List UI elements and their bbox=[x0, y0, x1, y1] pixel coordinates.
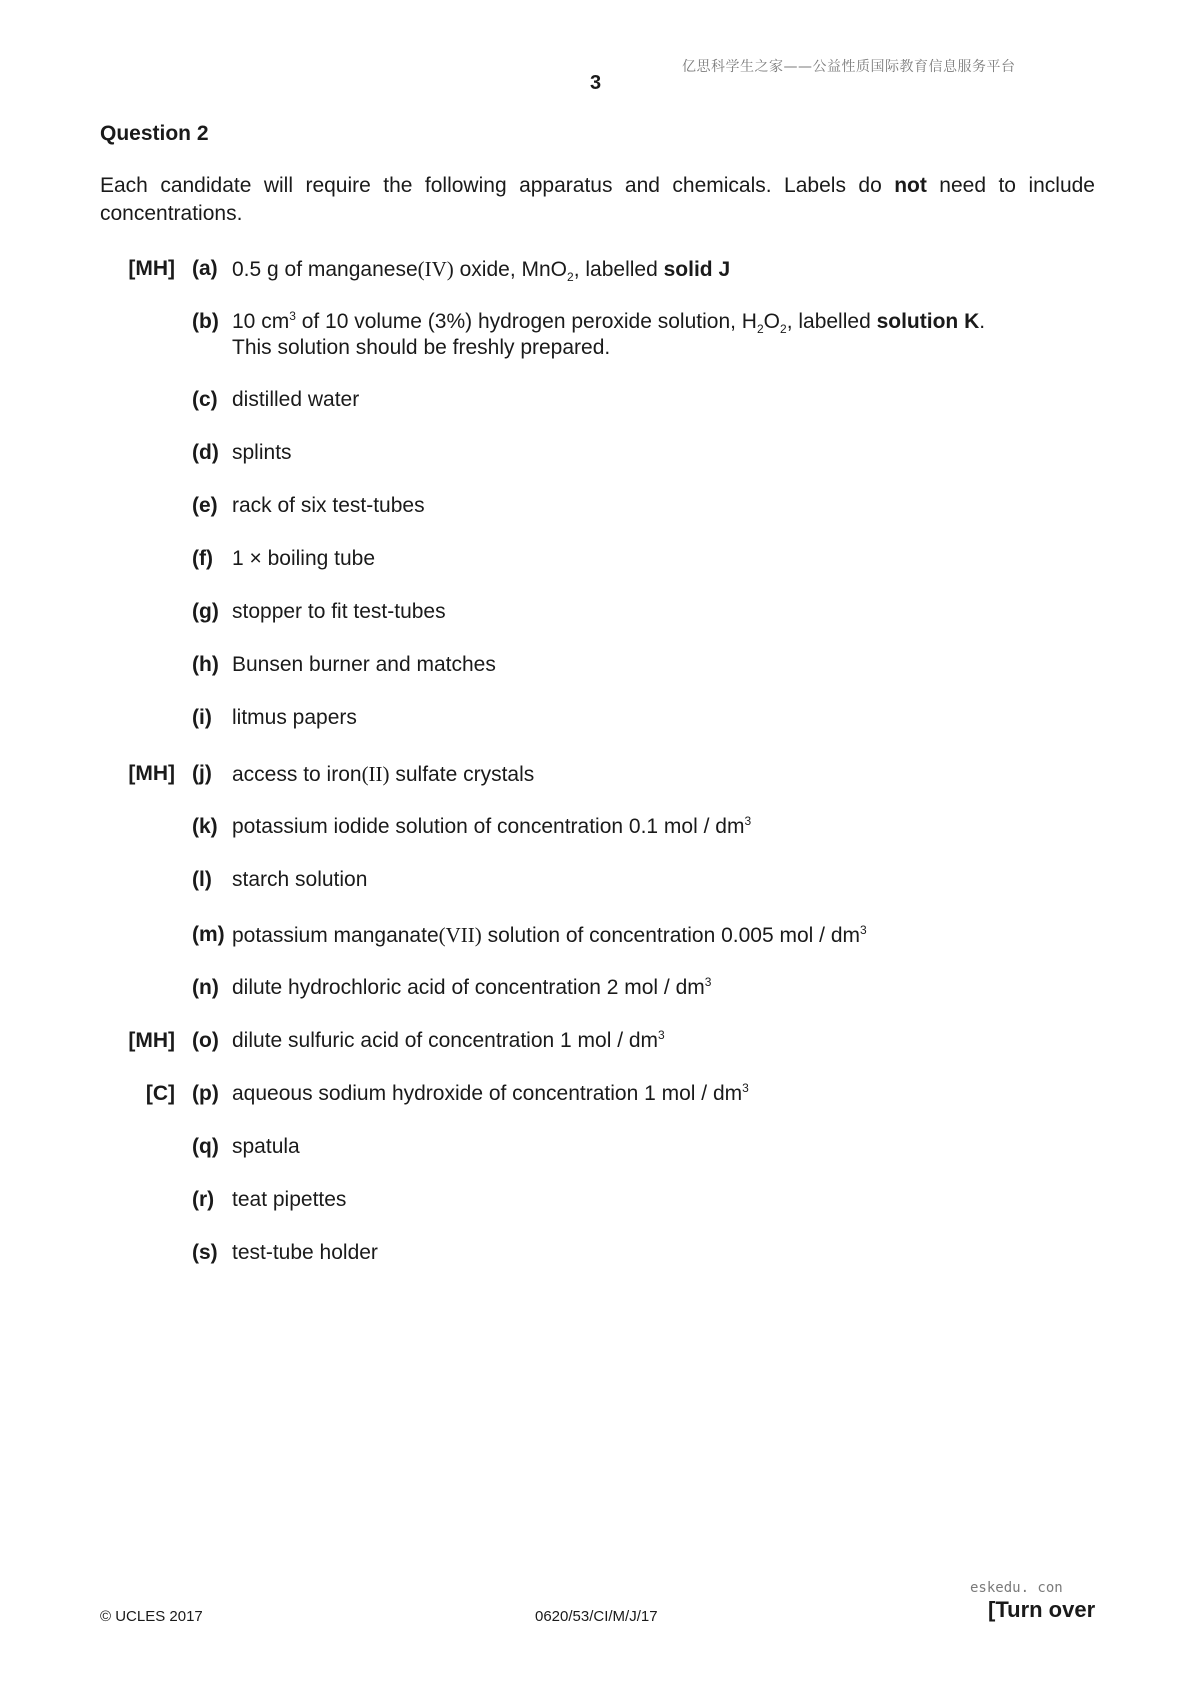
item-h-letter: (h) bbox=[192, 653, 219, 676]
item-j-tag: [MH] bbox=[128, 762, 175, 785]
item-b-t3: O bbox=[763, 310, 780, 333]
item-j-roman: (II) bbox=[361, 762, 390, 786]
item-n-sup: 3 bbox=[704, 975, 712, 989]
item-o-text bbox=[232, 1028, 1092, 1054]
item-b-t4: , labelled bbox=[786, 310, 877, 333]
item-d-text: splints bbox=[232, 441, 292, 464]
item-k-sup: 3 bbox=[744, 814, 752, 828]
item-o-t: dilute sulfuric acid of concentration 1 mol / dm bbox=[232, 1029, 659, 1052]
item-a-bold: solid J bbox=[663, 258, 731, 281]
footer-site-watermark: eskedu. con bbox=[970, 1580, 1063, 1596]
item-f-letter: (f) bbox=[192, 547, 213, 570]
footer-paper-code: 0620/53/CI/M/J/17 bbox=[535, 1608, 658, 1625]
item-c-letter: (c) bbox=[192, 388, 218, 411]
item-s-letter: (s) bbox=[192, 1241, 218, 1264]
item-i-text: litmus papers bbox=[232, 706, 357, 729]
item-p-t: aqueous sodium hydroxide of concentration 1 mol / dm bbox=[232, 1082, 743, 1105]
item-d-letter: (d) bbox=[192, 441, 219, 464]
question-title: Question 2 bbox=[100, 122, 209, 145]
item-i-letter: (i) bbox=[192, 706, 212, 729]
item-b-t1: 10 cm bbox=[232, 310, 290, 333]
item-m-sup: 3 bbox=[860, 923, 867, 937]
page-number: 3 bbox=[589, 72, 602, 94]
item-j-t2: sulfate crystals bbox=[389, 763, 535, 786]
item-k-t: potassium iodide solution of concentration 0.1 mol / dm bbox=[232, 815, 745, 838]
item-b-t2: of 10 volume (3%) hydrogen peroxide solution, H bbox=[295, 310, 757, 333]
item-q-text: spatula bbox=[232, 1135, 300, 1158]
item-a-sub: 2 bbox=[567, 270, 574, 285]
item-q-letter: (q) bbox=[192, 1135, 219, 1158]
intro-bold-not: not bbox=[894, 174, 927, 197]
item-m-text bbox=[232, 922, 1092, 949]
item-b-t5: . bbox=[979, 310, 986, 333]
item-b-sub1: 2 bbox=[756, 322, 764, 337]
item-k-text bbox=[232, 814, 1092, 840]
item-o-sup: 3 bbox=[658, 1028, 665, 1042]
intro-text-2: need to include concentrations. bbox=[100, 174, 1095, 225]
item-g-text: stopper to fit test-tubes bbox=[232, 600, 446, 623]
item-a-roman: (IV) bbox=[417, 257, 454, 281]
item-p-text bbox=[232, 1081, 1092, 1107]
item-p-letter: (p) bbox=[192, 1082, 219, 1105]
item-a-text bbox=[232, 256, 1092, 283]
item-a-t2: oxide, MnO bbox=[453, 258, 568, 281]
item-j-letter: (j) bbox=[192, 762, 212, 785]
item-f-text: 1 × boiling tube bbox=[232, 547, 376, 570]
item-a-t3: , labelled bbox=[573, 258, 664, 281]
item-b-letter: (b) bbox=[192, 310, 219, 333]
item-k-letter: (k) bbox=[192, 815, 218, 838]
item-e-letter: (e) bbox=[192, 494, 218, 517]
item-r-text: teat pipettes bbox=[232, 1188, 347, 1211]
item-m-t1: potassium manganate bbox=[232, 924, 439, 947]
item-r-letter: (r) bbox=[192, 1188, 215, 1211]
item-g-letter: (g) bbox=[192, 600, 219, 623]
item-p-sup: 3 bbox=[742, 1081, 749, 1095]
item-a-t1: 0.5 g of manganese bbox=[232, 258, 418, 281]
item-p-tag: [C] bbox=[145, 1082, 175, 1105]
item-j-text bbox=[232, 761, 1092, 788]
item-b-sub2: 2 bbox=[780, 322, 787, 337]
turn-over-label: [Turn over bbox=[988, 1597, 1096, 1622]
item-n-t: dilute hydrochloric acid of concentration 2 mol / dm bbox=[232, 976, 705, 999]
item-a-tag: [MH] bbox=[128, 257, 175, 280]
footer-copyright: © UCLES 2017 bbox=[100, 1608, 203, 1625]
item-e-text: rack of six test-tubes bbox=[232, 494, 425, 517]
item-b-line2: This solution should be freshly prepared. bbox=[232, 336, 611, 359]
item-s-text: test-tube holder bbox=[232, 1241, 378, 1264]
item-m-letter: (m) bbox=[192, 923, 225, 946]
item-b-text bbox=[232, 309, 1092, 361]
item-m-roman: (VII) bbox=[438, 923, 482, 947]
item-m-t2: solution of concentration 0.005 mol / dm bbox=[481, 924, 860, 947]
item-b-bold: solution K bbox=[876, 310, 980, 333]
item-n-letter: (n) bbox=[192, 976, 219, 999]
item-n-text bbox=[232, 975, 1092, 1001]
item-b-sup: 3 bbox=[289, 309, 296, 323]
item-o-letter: (o) bbox=[192, 1029, 219, 1052]
item-h-text: Bunsen burner and matches bbox=[232, 653, 496, 676]
item-c-text: distilled water bbox=[232, 388, 360, 411]
item-a-letter: (a) bbox=[192, 257, 218, 280]
intro-paragraph bbox=[100, 172, 1095, 228]
item-o-tag: [MH] bbox=[128, 1029, 175, 1052]
watermark-text: 亿思科学生之家——公益性质国际教育信息服务平台 bbox=[682, 59, 1016, 75]
item-l-letter: (l) bbox=[192, 868, 212, 891]
item-j-t1: access to iron bbox=[232, 763, 362, 786]
intro-text-1: Each candidate will require the following apparatus and chemicals. Labels do bbox=[100, 174, 895, 197]
item-l-text: starch solution bbox=[232, 868, 368, 891]
